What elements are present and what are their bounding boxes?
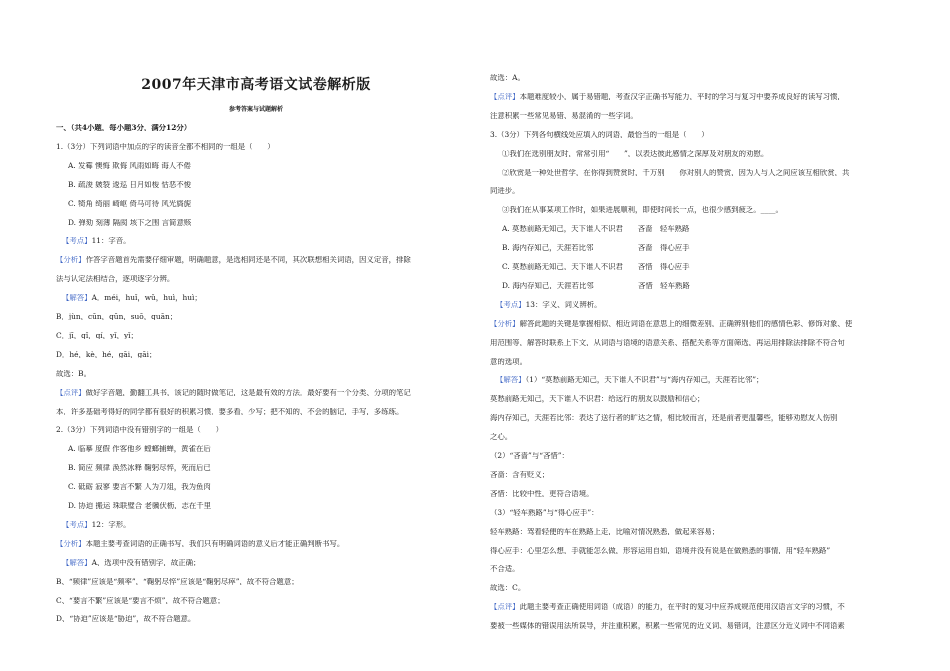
- right-line: D. 海内存知己，天涯若比邻 吝惜 轻车熟路: [502, 281, 690, 290]
- section-tag: 【解答】: [62, 558, 92, 567]
- left-line: 【分析】本题主要考查词语的正确书写，我们只有明确词语的意义后才能正确判断书写。: [56, 539, 345, 548]
- left-line: C. 犄角 绮丽 崎岖 倚马可待 风光旖旎: [68, 199, 191, 207]
- right-line: 【点评】本题难度较小，属于易错题，考查汉字正确书写能力，平时的学习与复习中要养成良好的读写习惯，: [490, 92, 845, 101]
- section-tag: 【考点】: [496, 300, 526, 309]
- right-line: 【解答】（1）“莫愁前路无知己，天下谁人不识君”与“海内存知己，天涯若比邻”；: [496, 376, 764, 384]
- right-line: 用范围等，解答时联系上下文，从词语与语境的语意关系、搭配关系等方面筛选，再运用排除法排除不符合句: [490, 338, 845, 346]
- left-line: D、“协迫”应该是“胁迫”，故不符合题意。: [56, 615, 196, 623]
- left-line: 【点评】做好字音题，勤翻工具书，该记的随时做笔记，这是最有效的方法．最好要有一个分类、分项的笔记: [56, 388, 411, 396]
- left-line: D. 弹劾 刻薄 隔阂 垓下之围 言简意赅: [68, 218, 192, 226]
- right-line: ①我们在选别朋友时，常常引用“____”，以表达彼此感情之深厚及对朋友的劝慰。: [502, 149, 769, 157]
- right-line: 3.（3分）下列各句横线处应填入的词语，最恰当的一组是（ ）: [490, 130, 709, 139]
- section-tag: 【点评】: [490, 603, 520, 611]
- section-tag: 【解答】: [62, 294, 92, 302]
- left-line: C．jī，qǐ，qí，yǐ，yǐ；: [56, 331, 138, 340]
- right-line: 【分析】解答此题的关键是掌握相似、相近词语在意思上的细微差别，正确辨别他们的感情色彩、修饰对象、使: [490, 319, 853, 328]
- right-line: 要被一些媒体的错误用法所误导，并注重积累，积累一些常见的近义词、易错词，注意区分近义词中不同语素: [490, 622, 845, 630]
- left-line: B、“频律”应该是“频率”，“鞠躬尽悴”应该是“鞠躬尽瘁”，故不符合题意；: [56, 577, 299, 585]
- right-line: B. 海内存知己，天涯若比邻 吝啬 得心应手: [502, 244, 690, 252]
- left-line: 【考点】12：字形。: [62, 520, 131, 529]
- left-line: 【分析】作答字音题首先需要仔细审题，明确题意，是选相同还是不同，其次联想相关词语，因义定音，排除: [56, 256, 411, 264]
- left-line: D．hé，kè，hé，gāi，gāi；: [56, 350, 157, 359]
- document-subtitle: 参考答案与试题解析: [228, 106, 283, 113]
- left-line: 【解答】A．méi，huǐ，wǔ，huì，huì；: [62, 294, 202, 302]
- right-line: 故选：A。: [490, 74, 525, 82]
- right-line: 同进步。: [490, 187, 520, 195]
- right-line: 之心。: [490, 433, 513, 441]
- left-line: 本．许多基础考得好的同学都有很好的积累习惯．要多看，少写；把不知的、不会的脑记，手写，多练练。: [56, 407, 404, 415]
- left-line: 2.（3分）下列词语中没有错别字的一组是（ ）: [56, 426, 223, 434]
- left-line: A. 发霉 懊悔 欺侮 风雨如晦 诲人不倦: [68, 161, 191, 170]
- left-line: C、“要言不繁”应该是“要言不烦”，故不符合题意；: [56, 596, 225, 604]
- right-line: C. 莫愁前路无知己，天下谁人不识君 吝惜 得心应手: [502, 263, 690, 271]
- section-tag: 【考点】: [62, 520, 92, 529]
- right-line: 海内存知己，天涯若比邻：表达了送行者的旷达之情，相比较而言，还是前者更温馨些，能够劝慰友人伤别: [490, 414, 838, 422]
- left-line: B．jùn，cūn，qūn，suō，quān；: [56, 313, 178, 321]
- right-line: 莫愁前路无知己，天下谁人不识君：给远行的朋友以鼓励和信心；: [490, 395, 705, 403]
- right-line: （2）“吝啬”与“吝惜”：: [490, 452, 569, 460]
- left-line: 故选：B。: [56, 369, 91, 378]
- left-line: 1.（3分）下列词语中加点的字的读音全都不相同的一组是（ ）: [56, 142, 275, 151]
- right-line: 吝惜：比较中性，更符合语境。: [490, 489, 594, 498]
- right-line: （3）“轻车熟路”与“得心应手”：: [490, 508, 599, 517]
- section-tag: 【解答】: [496, 376, 526, 384]
- left-line: 【解答】A、选项中没有错别字，故正确；: [62, 558, 201, 567]
- section-tag: 【分析】: [56, 539, 86, 548]
- section-tag: 【点评】: [490, 92, 520, 101]
- right-line: ③我们在从事某项工作时，如果进展顺利，即使时间长一点，也很少感到疲乏。____。: [502, 206, 783, 214]
- left-line: C. 砥砺 寂寥 要言不繁 人为刀俎，我为鱼肉: [68, 483, 211, 491]
- left-line: 法与认定法相结合，逐项逐字分辨。: [56, 275, 175, 283]
- right-line: ②欣赏是一种处世哲学，在你得到赞赏时，千万别____你对别人的赞赏，因为人与人之间应该互相欣赏，共: [502, 168, 850, 176]
- section-tag: 【考点】: [62, 237, 92, 245]
- section-tag: 【分析】: [490, 319, 520, 328]
- right-line: 吝啬：含有贬义；: [490, 470, 550, 479]
- right-line: 注意积累一些常见易错、易混淆的一些字词。: [490, 111, 638, 120]
- left-line: D. 协迫 搬运 珠联璧合 老骥伏枥，志在千里: [68, 502, 212, 510]
- right-line: 【点评】此题主要考查正确使用词语（成语）的能力，在平时的复习中应养成规范使用汉语言文字的习惯，不: [490, 603, 845, 611]
- left-line: B. 疏浚 皴裂 逡巡 日月如梭 怙恶不悛: [68, 180, 191, 189]
- left-line: B. 简应 频律 涣然冰释 鞠躬尽悴，死而后已: [68, 464, 211, 472]
- left-line: A. 临摹 度假 作客他乡 螳螂捕蝉，黄雀在后: [68, 445, 211, 453]
- document-title: 2007年天津市高考语文试卷解析版: [141, 77, 371, 93]
- right-line: 意的选项。: [490, 357, 527, 365]
- right-line: 故选：C。: [490, 584, 526, 592]
- right-line: 轻车熟路：驾着轻便的车在熟路上走，比喻对情况熟悉，做起来容易；: [490, 527, 720, 535]
- section-tag: 【点评】: [56, 388, 86, 396]
- right-line: A. 莫愁前路无知己，天下谁人不识君 吝啬 轻车熟路: [502, 225, 690, 233]
- right-line: 不合适。: [490, 565, 520, 573]
- right-line: 【考点】13：字义、词义辨析。: [496, 300, 602, 309]
- left-line: 一、（共4小题，每小题3分，满分12分）: [56, 124, 192, 132]
- section-tag: 【分析】: [56, 256, 86, 264]
- left-line: 【考点】11：字音。: [62, 237, 131, 245]
- right-line: 得心应手：心里怎么想，手就能怎么做，形容运用自如，语境并没有说是在做熟悉的事情，用“轻车熟路”: [490, 546, 831, 554]
